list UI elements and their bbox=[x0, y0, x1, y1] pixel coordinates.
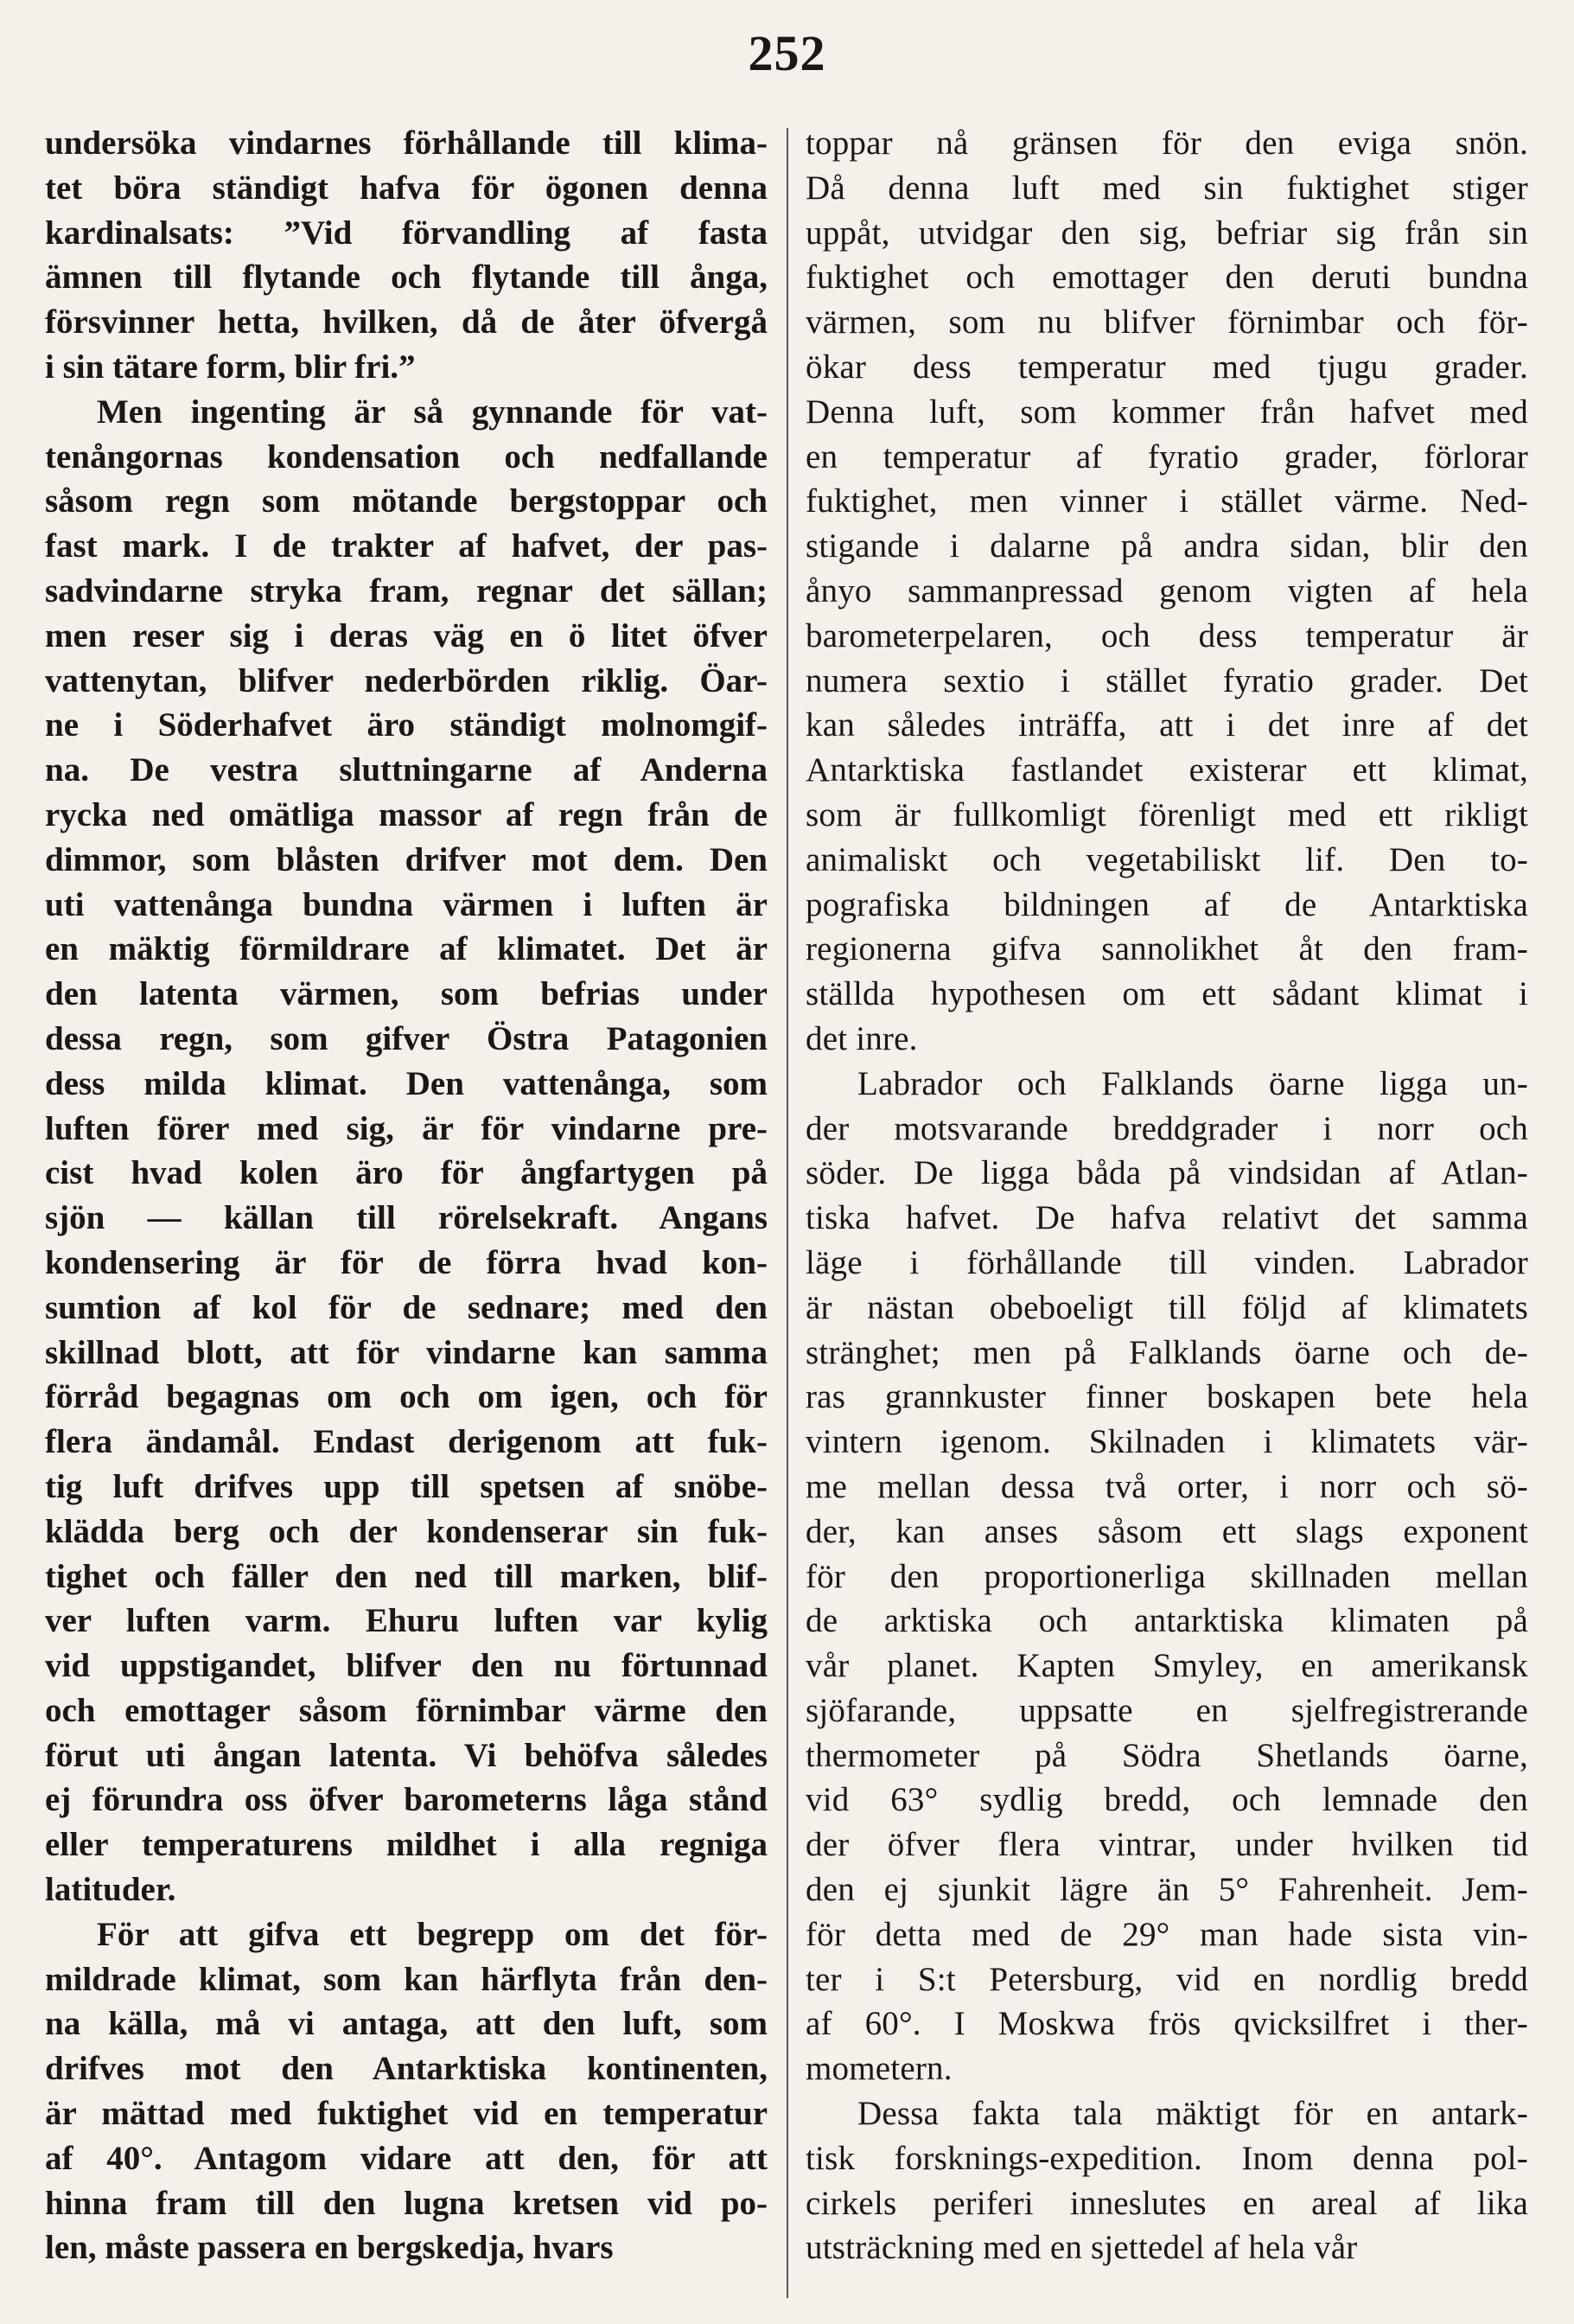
text-line: vid uppstigandet, blifver den nu förtunnad bbox=[45, 1647, 768, 1685]
text-line: värmen, som nu blifver förnimbar och för- bbox=[806, 303, 1528, 342]
text-line: Dessa fakta tala mäktigt för en antark- bbox=[857, 2095, 1528, 2133]
text-line: stigande i dalarne på andra sidan, blir den bbox=[806, 527, 1528, 565]
text-line: är nästan obeboeligt till följd af klimatets bbox=[806, 1288, 1528, 1326]
text-line: såsom regn som mötande bergstoppar och bbox=[45, 482, 768, 520]
text-line: tighet och fäller den ned till marken, blif- bbox=[45, 1557, 768, 1595]
text-line: den ej sjunkit lägre än 5° Fahrenheit. Jem- bbox=[806, 1871, 1528, 1909]
text-line: en temperatur af fyratio grader, förlorar bbox=[806, 437, 1528, 476]
text-line: som är fullkomligt förenligt med ett rikligt bbox=[806, 795, 1528, 833]
text-line: len, måste passera en bergskedja, hvars bbox=[45, 2229, 614, 2267]
text-line: fuktighet och emottager den deruti bundna bbox=[806, 259, 1528, 297]
text-line: Denna luft, som kommer från hafvet med bbox=[806, 393, 1528, 431]
text-line: de arktiska och antarktiska klimaten på bbox=[806, 1602, 1528, 1640]
text-line: men reser sig i deras väg en ö litet öfver bbox=[45, 616, 768, 654]
text-line: cirkels periferi inneslutes en areal af lika bbox=[806, 2184, 1528, 2222]
left-column bbox=[45, 121, 768, 2270]
text-line: Då denna luft med sin fuktighet stiger bbox=[806, 169, 1528, 207]
text-line: för den proportionerliga skillnaden mellan bbox=[806, 1557, 1528, 1595]
text-line: af 60°. I Moskwa frös qvicksilfret i ther- bbox=[806, 2005, 1528, 2043]
text-line: Men ingenting är så gynnande för vat- bbox=[97, 393, 768, 431]
text-line: na. De vestra sluttningarne af Anderna bbox=[45, 751, 768, 789]
text-line: kondensering är för de förra hvad kon- bbox=[45, 1243, 768, 1281]
text-line: na källa, må vi antaga, att den luft, som bbox=[45, 2005, 768, 2043]
text-line: stränghet; men på Falklands öarne och de- bbox=[806, 1333, 1528, 1371]
text-line: sjöfarande, uppsatte en sjelfregistrerande bbox=[806, 1691, 1528, 1729]
text-line: ställda hypothesen om ett sådant klimat i bbox=[806, 975, 1528, 1013]
text-line: vattenytan, blifver nederbörden riklig. Öar- bbox=[45, 661, 768, 699]
text-line: fuktighet, men vinner i stället värme. Ned- bbox=[806, 482, 1528, 520]
text-line: me mellan dessa två orter, i norr och sö- bbox=[806, 1467, 1528, 1505]
text-line: tiska hafvet. De hafva relativt det samma bbox=[806, 1199, 1528, 1237]
text-line: sumtion af kol för de sednare; med den bbox=[45, 1288, 768, 1326]
text-line: det inre. bbox=[806, 1019, 918, 1057]
right-column bbox=[806, 121, 1528, 2270]
text-line: För att gifva ett begrepp om det för- bbox=[97, 1915, 768, 1953]
text-line: kardinalsats: ”Vid förvandling af fasta bbox=[45, 214, 768, 252]
text-line: af 40°. Antagom vidare att den, för att bbox=[45, 2139, 768, 2177]
text-line: mildrade klimat, som kan härflyta från den- bbox=[45, 1960, 768, 1998]
text-line: cist hvad kolen äro för ångfartygen på bbox=[45, 1154, 768, 1192]
text-line: tet böra ständigt hafva för ögonen denna bbox=[45, 169, 768, 207]
text-line: Antarktiska fastlandet existerar ett klimat, bbox=[806, 751, 1528, 789]
text-line: ras grannkuster finner boskapen bete hela bbox=[806, 1378, 1528, 1416]
text-line: vår planet. Kapten Smyley, en amerikansk bbox=[806, 1647, 1528, 1685]
text-line: sjön — källan till rörelsekraft. Angans bbox=[45, 1199, 768, 1237]
text-line: numera sextio i stället fyratio grader. Det bbox=[806, 661, 1528, 699]
text-line: försvinner hetta, hvilken, då de åter öfvergå bbox=[45, 303, 768, 342]
text-line: barometerpelaren, och dess temperatur är bbox=[806, 616, 1528, 654]
text-line: tig luft drifves upp till spetsen af snöbe- bbox=[45, 1467, 768, 1505]
text-line: söder. De ligga båda på vindsidan af Atlan- bbox=[806, 1154, 1528, 1192]
text-line: läge i förhållande till vinden. Labrador bbox=[806, 1243, 1528, 1281]
text-line: förråd begagnas om och om igen, och för bbox=[45, 1378, 768, 1416]
text-line: ökar dess temperatur med tjugu grader. bbox=[806, 348, 1528, 386]
text-line: och emottager såsom förnimbar värme den bbox=[45, 1691, 768, 1729]
text-line: ver luften varm. Ehuru luften var kylig bbox=[45, 1602, 768, 1640]
text-line: tisk forsknings-expedition. Inom denna pol- bbox=[806, 2139, 1528, 2177]
text-line: fast mark. I de trakter af hafvet, der pas- bbox=[45, 527, 768, 565]
text-line: i sin tätare form, blir fri.” bbox=[45, 348, 416, 386]
text-line: flera ändamål. Endast derigenom att fuk- bbox=[45, 1423, 768, 1461]
text-line: dessa regn, som gifver Östra Patagonien bbox=[45, 1019, 768, 1057]
text-line: hinna fram till den lugna kretsen vid po- bbox=[45, 2184, 768, 2222]
text-line: är mättad med fuktighet vid en temperatur bbox=[45, 2095, 768, 2133]
text-line: ter i S:t Petersburg, vid en nordlig bredd bbox=[806, 1960, 1528, 1998]
text-line: ånyo sammanpressad genom vigten af hela bbox=[806, 571, 1528, 610]
text-line: rycka ned omätliga massor af regn från de bbox=[45, 795, 768, 833]
text-line: dimmor, som blåsten drifver mot dem. Den bbox=[45, 840, 768, 878]
text-line: der motsvarande breddgrader i norr och bbox=[806, 1109, 1528, 1147]
text-line: en mäktig förmildrare af klimatet. Det är bbox=[45, 930, 768, 968]
text-line: ämnen till flytande och flytande till ånga, bbox=[45, 259, 768, 297]
text-line: Labrador och Falklands öarne ligga un- bbox=[857, 1064, 1528, 1102]
text-line: der, kan anses såsom ett slags exponent bbox=[806, 1512, 1528, 1550]
text-line: skillnad blott, att för vindarne kan samma bbox=[45, 1333, 768, 1371]
text-line: kan således inträffa, att i det inre af det bbox=[806, 706, 1528, 744]
text-line: pografiska bildningen af de Antarktiska bbox=[806, 885, 1528, 923]
text-line: latituder. bbox=[45, 1871, 176, 1909]
text-line: sadvindarne stryka fram, regnar det sällan; bbox=[45, 571, 768, 610]
text-line: regionerna gifva sannolikhet åt den fram- bbox=[806, 930, 1528, 968]
text-line: thermometer på Södra Shetlands öarne, bbox=[806, 1736, 1528, 1774]
text-line: mometern. bbox=[806, 2050, 953, 2088]
text-line: ne i Söderhafvet äro ständigt molnomgif- bbox=[45, 706, 768, 744]
text-line: dess milda klimat. Den vattenånga, som bbox=[45, 1064, 768, 1102]
text-line: klädda berg och der kondenserar sin fuk- bbox=[45, 1512, 768, 1550]
text-line: utsträckning med en sjettedel af hela vår bbox=[806, 2229, 1358, 2267]
text-line: undersöka vindarnes förhållande till klima- bbox=[45, 124, 768, 162]
text-line: förut uti ångan latenta. Vi behöfva således bbox=[45, 1736, 768, 1774]
text-line: ej förundra oss öfver barometerns låga stånd bbox=[45, 1781, 768, 1819]
text-line: uppåt, utvidgar den sig, befriar sig från sin bbox=[806, 214, 1528, 252]
text-line: för detta med de 29° man hade sista vin- bbox=[806, 1915, 1528, 1953]
text-line: der öfver flera vintrar, under hvilken tid bbox=[806, 1826, 1528, 1864]
page-number: 252 bbox=[748, 25, 826, 81]
text-line: animaliskt och vegetabiliskt lif. Den to- bbox=[806, 840, 1528, 878]
text-line: tenångornas kondensation och nedfallande bbox=[45, 437, 768, 476]
text-line: drifves mot den Antarktiska kontinenten, bbox=[45, 2050, 768, 2088]
text-line: eller temperaturens mildhet i alla regniga bbox=[45, 1826, 768, 1864]
text-line: uti vattenånga bundna värmen i luften är bbox=[45, 885, 768, 923]
text-line: vintern igenom. Skilnaden i klimatets vär- bbox=[806, 1423, 1528, 1461]
text-line: den latenta värmen, som befrias under bbox=[45, 975, 768, 1013]
text-line: toppar nå gränsen för den eviga snön. bbox=[806, 124, 1528, 162]
text-line: vid 63° sydlig bredd, och lemnade den bbox=[806, 1781, 1528, 1819]
text-line: luften förer med sig, är för vindarne pre- bbox=[45, 1109, 768, 1147]
column-divider bbox=[787, 128, 788, 2298]
